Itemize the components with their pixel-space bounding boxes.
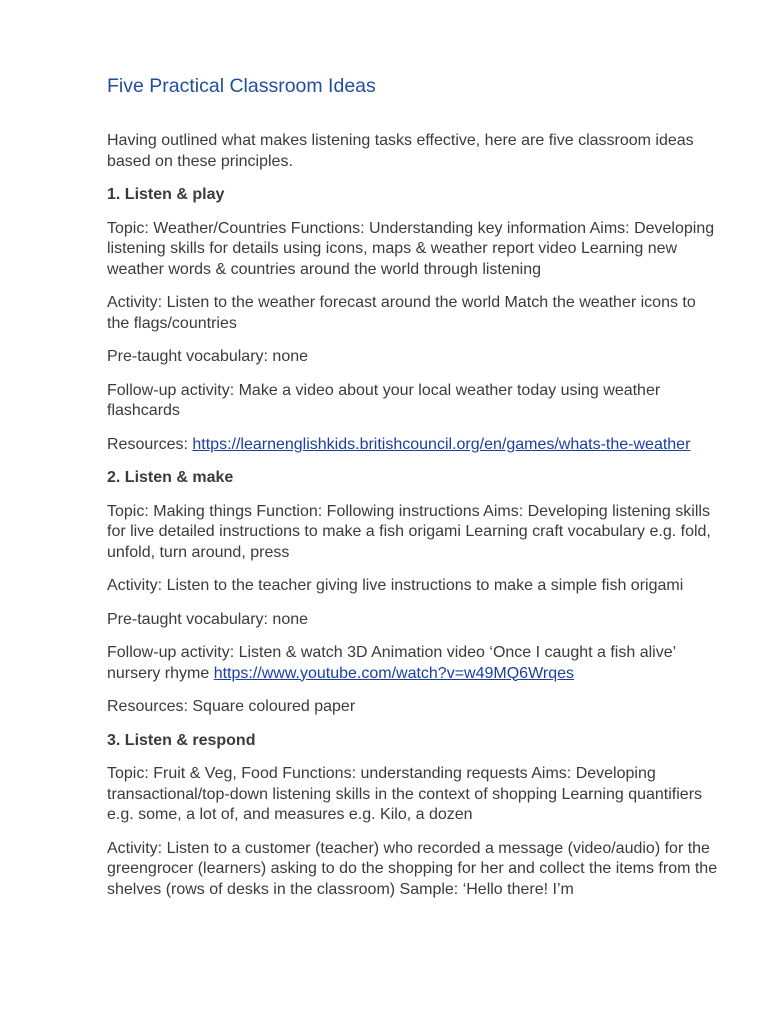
idea-1-activity: Activity: Listen to the weather forecast around the world Match the weather icons to the flags/countries (107, 294, 696, 332)
idea-3-activity: Activity: Listen to a customer (teacher) who recorded a message (video/audio) for the greengrocer (learners) asking to do the shopping for her and collect the items from the shelves (rows of desks in the classroom) Sample: ‘Hello there! I’m (107, 839, 718, 898)
idea-1-resources-label: Resources: (107, 435, 193, 453)
idea-2-vocabulary: Pre-taught vocabulary: none (107, 610, 309, 628)
idea-1-heading: 1. Listen & play (107, 186, 225, 203)
idea-1-resources-link[interactable]: https://learnenglishkids.britishcouncil.org/en/games/whats-the-weather (192, 435, 691, 453)
idea-2-topic: Topic: Making things Function: Following instructions Aims: Developing listening skills for live detailed instructions to make a fish origami Learning craft vocabulary e.g. fold, unfold, turn around, press (107, 502, 711, 561)
page-title: Five Practical Classroom Ideas (107, 75, 376, 97)
document-body (107, 131, 719, 913)
idea-1-vocabulary: Pre-taught vocabulary: none (107, 348, 309, 365)
idea-2-followup (107, 643, 719, 684)
idea-2-followup-link[interactable]: https://www.youtube.com/watch?v=w49MQ6Wrqes (213, 664, 575, 682)
idea-2-resources: Resources: Square coloured paper (107, 698, 356, 715)
idea-1-topic: Topic: Weather/Countries Functions: Understanding key information Aims: Developing listening skills for details using icons, maps & weather report video Learning new weather words & countries around the world through listening (107, 219, 715, 278)
idea-1-resources (107, 435, 719, 456)
intro-paragraph: Having outlined what makes listening tasks effective, here are five classroom ideas based on these principles. (107, 132, 694, 170)
idea-1-followup: Follow-up activity: Make a video about your local weather today using weather flashcards (107, 381, 661, 419)
idea-3-heading: 3. Listen & respond (107, 731, 256, 749)
idea-2-followup-text: Follow-up activity: Listen & watch 3D Animation video ‘Once I caught a fish alive’ nursery rhyme (107, 644, 676, 682)
idea-2-heading: 2. Listen & make (107, 469, 234, 486)
idea-2-activity: Activity: Listen to the teacher giving live instructions to make a simple fish origami (107, 577, 684, 594)
idea-3-topic: Topic: Fruit & Veg, Food Functions: understanding requests Aims: Developing transactional/top-down listening skills in the context of shopping Learning quantifiers e.g. some, a lot of, and measures e.g. Kilo, a dozen (107, 765, 703, 823)
